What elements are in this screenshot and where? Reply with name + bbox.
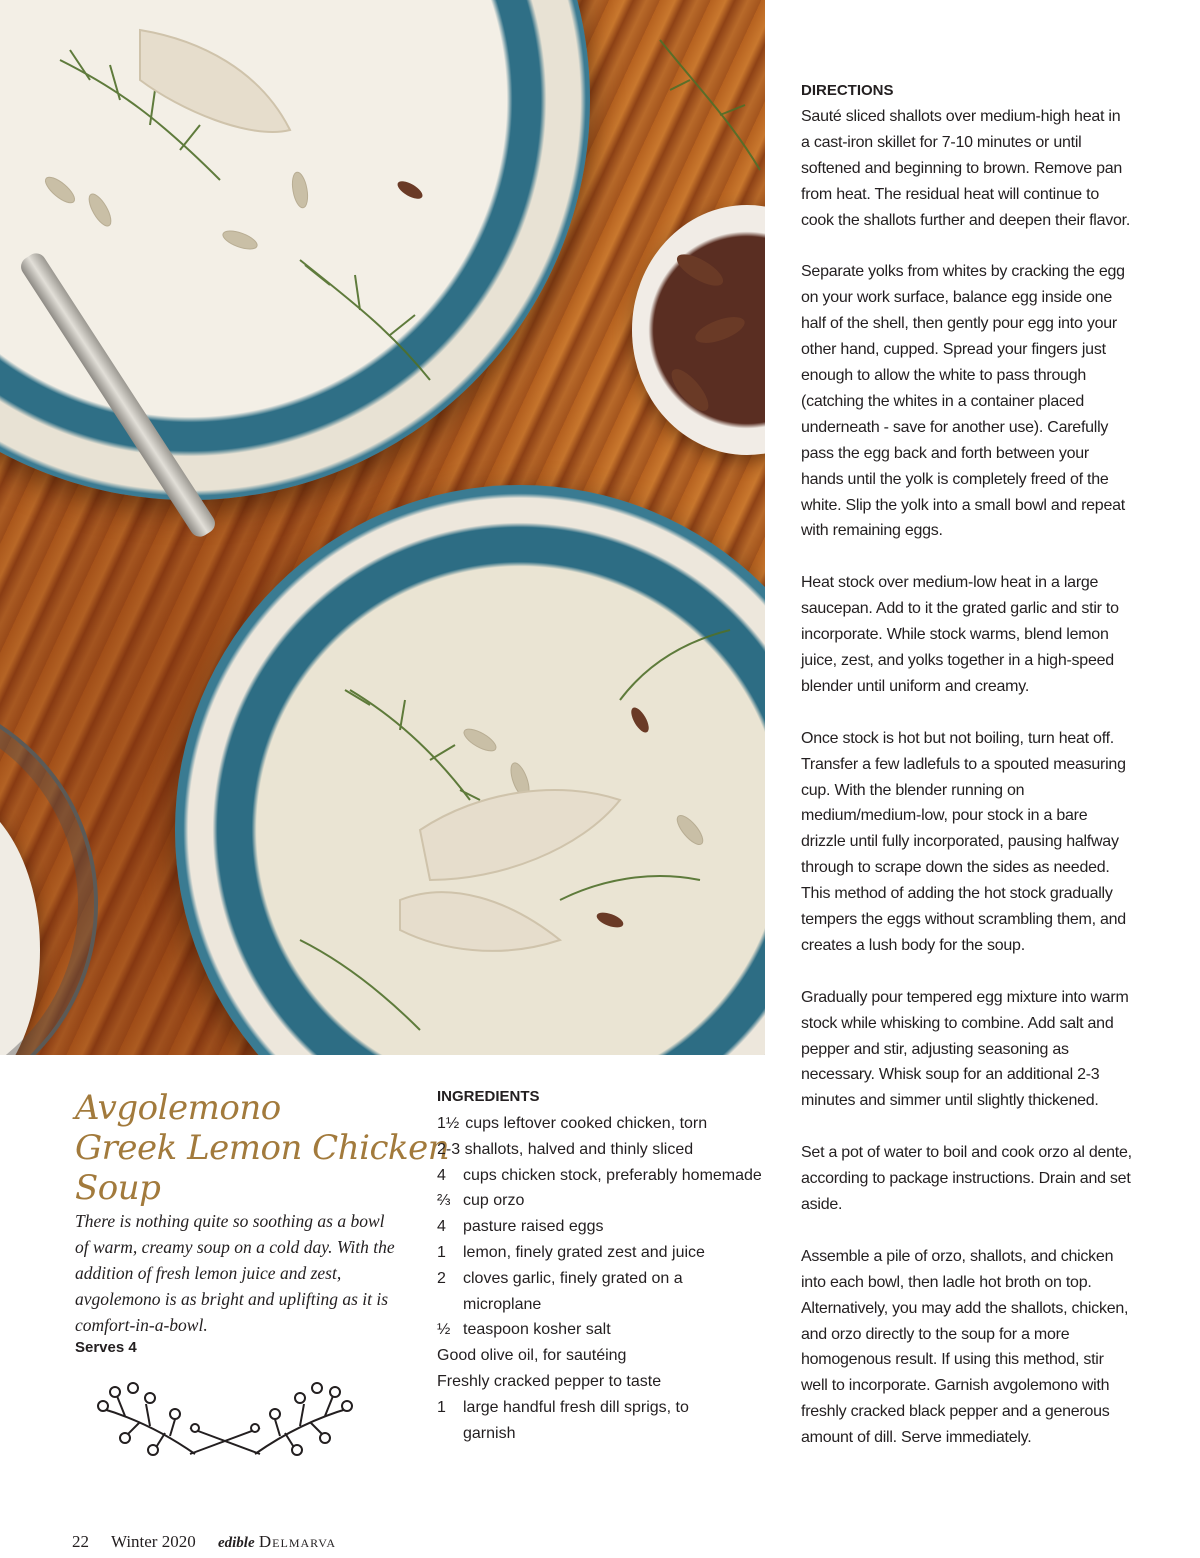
publication-name: Delmarva bbox=[258, 1532, 336, 1551]
ingredients-heading: INGREDIENTS bbox=[437, 1088, 540, 1105]
ingredient-qty: 1½ bbox=[437, 1115, 460, 1132]
ingredient-desc: teaspoon kosher salt bbox=[463, 1321, 611, 1339]
recipe-photo bbox=[0, 0, 765, 1055]
ingredient-item bbox=[437, 1111, 767, 1137]
ingredient-qty: ½ bbox=[437, 1321, 451, 1339]
ingredient-item bbox=[437, 1188, 767, 1214]
directions-heading: DIRECTIONS bbox=[801, 82, 894, 99]
ingredient-desc: cups leftover cooked chicken, torn bbox=[465, 1115, 708, 1132]
direction-step: Once stock is hot but not boiling, turn heat off. Transfer a few ladlefuls to a spouted measuring cup. With the blender running on medium/medium-low, pour stock in a bare drizzle until fully incorporated, pausing halfway through to scrape down the sides as needed. This method of adding the hot stock gradually tempers the eggs without scrambling them, and creates a lush body for the soup. bbox=[801, 729, 1126, 954]
ingredient-qty: ⅔ bbox=[437, 1192, 451, 1210]
direction-step: Gradually pour tempered egg mixture into warm stock while whisking to combine. Add salt and pepper and stir, adjusting seasoning as necessary. Whisk soup for an additional 2-3 minutes and simmer until slightly thickened. bbox=[801, 988, 1129, 1110]
ingredient-item bbox=[437, 1240, 767, 1266]
ingredient-desc: Good olive oil, for sautéing bbox=[437, 1347, 627, 1365]
direction-step: Sauté sliced shallots over medium-high heat in a cast-iron skillet for 7-10 minutes or until softened and beginning to brown. Remove pan from heat. The residual heat will continue to cook the shallots further and deepen their flavor. bbox=[801, 108, 1131, 229]
direction-step: Heat stock over medium-low heat in a large saucepan. Add to it the grated garlic and stir to incorporate. While stock warms, blend lemon juice, zest, and yolks together in a high-speed blender until uniform and creamy. bbox=[801, 574, 1119, 695]
botanical-ornament bbox=[95, 1378, 355, 1458]
recipe-title-line1: Avgolemono bbox=[75, 1088, 281, 1128]
ingredient-desc: Freshly cracked pepper to taste bbox=[437, 1372, 662, 1390]
page-footer bbox=[72, 1530, 336, 1555]
recipe-intro: There is nothing quite so soothing as a bowl of warm, creamy soup on a cold day. With the addition of fresh lemon juice and zest, avgolemono is as bright and uplifting as it is comfort-in-a-bowl. bbox=[75, 1211, 395, 1335]
ingredient-qty: 4 bbox=[437, 1218, 446, 1236]
direction-step: Assemble a pile of orzo, shallots, and chicken into each bowl, then ladle hot broth on top. Alternatively, you may add the shallots, chicken, and orzo directly to the soup for a more homogenous result. If using this method, stir well to incorporate. Garnish avgolemono with freshly cracked black pepper and a generous amount of dill. Serve immediately. bbox=[801, 1247, 1129, 1447]
ingredient-desc: cups chicken stock, preferably homemade bbox=[463, 1166, 762, 1184]
ingredient-qty: 2 bbox=[437, 1269, 446, 1287]
ingredient-qty: 4 bbox=[437, 1166, 446, 1184]
page-number: 22 bbox=[72, 1532, 89, 1551]
ingredient-item bbox=[437, 1266, 767, 1318]
ingredient-item bbox=[437, 1343, 767, 1369]
ingredient-desc: cloves garlic, finely grated on a microplane bbox=[463, 1269, 683, 1313]
ingredients-list bbox=[437, 1111, 767, 1446]
ingredient-desc: 2-3 shallots, halved and thinly sliced bbox=[437, 1140, 694, 1158]
direction-step: Separate yolks from whites by cracking the egg on your work surface, balance egg inside one half of the shell, then gently pour egg into your other hand, cupped. Spread your fingers just enough to allow the white to pass through (catching the whites in a container placed underneath - save for another use). Carefully pass the egg back and forth between your hands until the yolk is completely freed of the white. Slip the yolk into a small bowl and repeat with remaining eggs. bbox=[801, 263, 1125, 540]
serves-count: Serves 4 bbox=[75, 1339, 137, 1356]
ingredient-qty: 1 bbox=[437, 1398, 446, 1416]
ingredient-desc: pasture raised eggs bbox=[463, 1218, 604, 1236]
recipe-title-line2: Greek Lemon Chicken bbox=[75, 1128, 450, 1168]
ingredient-item bbox=[437, 1395, 767, 1447]
ingredient-item bbox=[437, 1317, 767, 1343]
garnish-illustration bbox=[0, 0, 765, 1055]
issue-season: Winter 2020 bbox=[110, 1532, 196, 1551]
ingredient-desc: large handful fresh dill sprigs, to garnish bbox=[463, 1398, 689, 1442]
recipe-title-line3: Soup bbox=[75, 1168, 161, 1208]
direction-step: Set a pot of water to boil and cook orzo al dente, according to package instructions. Drain and set aside. bbox=[801, 1144, 1132, 1213]
ingredient-desc: cup orzo bbox=[463, 1192, 525, 1210]
ingredient-desc: lemon, finely grated zest and juice bbox=[463, 1243, 705, 1261]
ingredient-item bbox=[437, 1214, 767, 1240]
ingredient-item bbox=[437, 1163, 767, 1189]
ingredient-item bbox=[437, 1369, 767, 1395]
ingredient-item bbox=[437, 1137, 767, 1163]
publication-edible: edible bbox=[217, 1535, 255, 1551]
ingredient-qty: 1 bbox=[437, 1243, 446, 1261]
directions-body bbox=[801, 104, 1133, 1477]
